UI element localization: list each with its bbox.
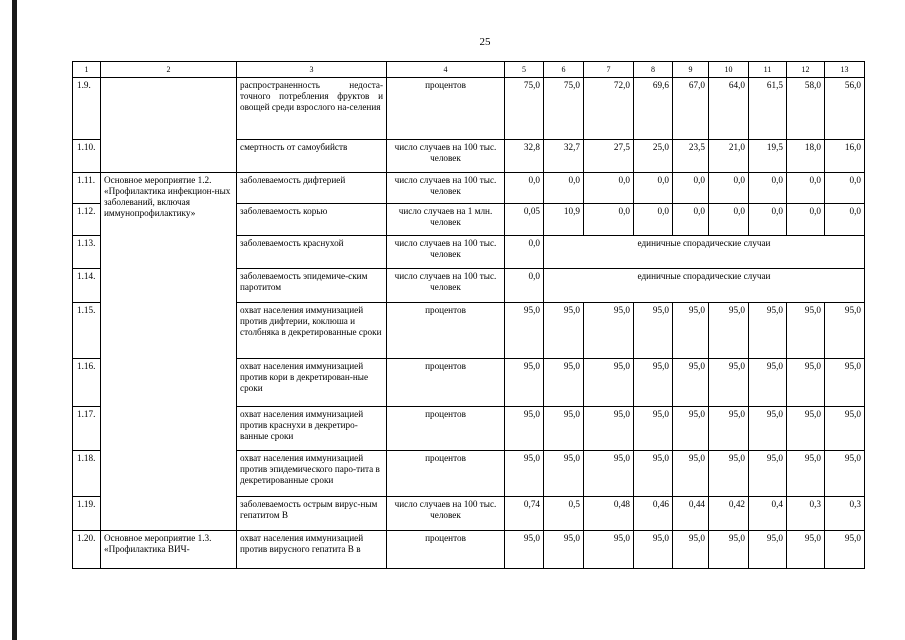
page-number: 25 <box>479 36 491 48</box>
value-cell: 0,05 <box>505 204 544 236</box>
value-cell: 0,0 <box>825 173 865 204</box>
indicators-table <box>72 61 865 569</box>
header-cell: 9 <box>673 62 709 78</box>
sporadic-cases-note: единичные спорадические случаи <box>544 269 865 303</box>
value-cell: 95,0 <box>787 407 825 451</box>
value-cell: 95,0 <box>709 359 749 407</box>
row-number: 1.11. <box>73 173 101 204</box>
value-cell: 95,0 <box>673 451 709 497</box>
row-number: 1.9. <box>73 78 101 140</box>
value-cell: 95,0 <box>584 359 634 407</box>
unit-cell: число случаев на 100 тыс. человек <box>387 173 505 204</box>
value-cell: 95,0 <box>544 407 584 451</box>
value-cell: 32,8 <box>505 140 544 173</box>
unit-cell: число случаев на 100 тыс. человек <box>387 140 505 173</box>
value-cell: 95,0 <box>825 407 865 451</box>
value-cell: 95,0 <box>584 531 634 569</box>
value-cell: 10,9 <box>544 204 584 236</box>
value-cell: 0,42 <box>709 497 749 531</box>
value-cell: 95,0 <box>709 407 749 451</box>
value-cell: 0,0 <box>709 204 749 236</box>
unit-cell: процентов <box>387 531 505 569</box>
row-number: 1.17. <box>73 407 101 451</box>
value-cell: 95,0 <box>673 531 709 569</box>
value-cell: 67,0 <box>673 78 709 140</box>
value-cell: 0,0 <box>505 236 544 269</box>
value-cell: 95,0 <box>505 303 544 359</box>
value-cell: 95,0 <box>584 451 634 497</box>
value-cell: 0,0 <box>673 173 709 204</box>
unit-cell: число случаев на 100 тыс. человек <box>387 236 505 269</box>
value-cell: 56,0 <box>825 78 865 140</box>
unit-cell: процентов <box>387 303 505 359</box>
indicator-cell: охват населения иммунизацией против дифтерии, коклюша и столбняка в декретированные сроки <box>237 303 387 359</box>
row-number: 1.18. <box>73 451 101 497</box>
header-cell: 10 <box>709 62 749 78</box>
value-cell: 95,0 <box>709 451 749 497</box>
header-cell: 5 <box>505 62 544 78</box>
value-cell: 95,0 <box>634 359 673 407</box>
header-cell: 4 <box>387 62 505 78</box>
row-number: 1.20. <box>73 531 101 569</box>
value-cell: 95,0 <box>584 303 634 359</box>
value-cell: 95,0 <box>825 451 865 497</box>
value-cell: 0,48 <box>584 497 634 531</box>
value-cell: 72,0 <box>584 78 634 140</box>
value-cell: 95,0 <box>505 451 544 497</box>
row-number: 1.12. <box>73 204 101 236</box>
header-cell: 13 <box>825 62 865 78</box>
value-cell: 95,0 <box>749 303 787 359</box>
activity-cell: Основное мероприятие 1.2. «Профилактика инфекцион-ных заболеваний, включая иммунопрофилактику» <box>101 173 237 531</box>
value-cell: 0,0 <box>825 204 865 236</box>
value-cell: 0,4 <box>749 497 787 531</box>
value-cell: 95,0 <box>505 359 544 407</box>
value-cell: 95,0 <box>505 531 544 569</box>
header-cell: 3 <box>237 62 387 78</box>
unit-cell: число случаев на 100 тыс. человек <box>387 497 505 531</box>
value-cell: 95,0 <box>634 407 673 451</box>
value-cell: 27,5 <box>584 140 634 173</box>
value-cell: 0,0 <box>673 204 709 236</box>
value-cell: 95,0 <box>825 359 865 407</box>
value-cell: 95,0 <box>544 531 584 569</box>
row-number: 1.16. <box>73 359 101 407</box>
row-number: 1.10. <box>73 140 101 173</box>
unit-cell: процентов <box>387 359 505 407</box>
header-cell: 6 <box>544 62 584 78</box>
indicator-cell: распространенность недоста-точного потребления фруктов и овощей среди взрослого на-селения <box>237 78 387 140</box>
indicator-cell: заболеваемость эпидемиче-ским паротитом <box>237 269 387 303</box>
value-cell: 95,0 <box>544 303 584 359</box>
sporadic-cases-note: единичные спорадические случаи <box>544 236 865 269</box>
value-cell: 69,6 <box>634 78 673 140</box>
value-cell: 0,3 <box>787 497 825 531</box>
value-cell: 0,0 <box>787 173 825 204</box>
indicator-cell: охват населения иммунизацией против краснухи в декретиро-ванные сроки <box>237 407 387 451</box>
value-cell: 95,0 <box>787 531 825 569</box>
header-cell: 12 <box>787 62 825 78</box>
table-row <box>73 78 865 140</box>
unit-cell: процентов <box>387 407 505 451</box>
value-cell: 0,0 <box>505 269 544 303</box>
value-cell: 0,3 <box>825 497 865 531</box>
page-binding-edge <box>12 0 17 640</box>
value-cell: 61,5 <box>749 78 787 140</box>
value-cell: 95,0 <box>749 451 787 497</box>
value-cell: 75,0 <box>544 78 584 140</box>
value-cell: 95,0 <box>673 407 709 451</box>
indicator-cell: охват населения иммунизацией против кори в декретирован-ные сроки <box>237 359 387 407</box>
value-cell: 95,0 <box>787 303 825 359</box>
value-cell: 0,0 <box>709 173 749 204</box>
table-row <box>73 173 865 204</box>
value-cell: 95,0 <box>634 531 673 569</box>
value-cell: 64,0 <box>709 78 749 140</box>
value-cell: 58,0 <box>787 78 825 140</box>
value-cell: 95,0 <box>544 451 584 497</box>
unit-cell: число случаев на 100 тыс. человек <box>387 269 505 303</box>
header-cell: 11 <box>749 62 787 78</box>
value-cell: 95,0 <box>634 451 673 497</box>
value-cell: 95,0 <box>825 531 865 569</box>
indicator-cell: смертность от самоубийств <box>237 140 387 173</box>
value-cell: 95,0 <box>673 359 709 407</box>
header-cell: 2 <box>101 62 237 78</box>
value-cell: 0,0 <box>634 204 673 236</box>
value-cell: 0,0 <box>505 173 544 204</box>
indicator-cell: заболеваемость острым вирус-ным гепатитом В <box>237 497 387 531</box>
value-cell: 95,0 <box>787 359 825 407</box>
header-cell: 1 <box>73 62 101 78</box>
indicator-cell: заболеваемость дифтерией <box>237 173 387 204</box>
value-cell: 95,0 <box>505 407 544 451</box>
value-cell: 95,0 <box>749 359 787 407</box>
value-cell: 95,0 <box>709 303 749 359</box>
activity-cell <box>101 78 237 173</box>
value-cell: 95,0 <box>634 303 673 359</box>
value-cell: 75,0 <box>505 78 544 140</box>
value-cell: 0,0 <box>584 173 634 204</box>
value-cell: 95,0 <box>544 359 584 407</box>
value-cell: 0,46 <box>634 497 673 531</box>
unit-cell: процентов <box>387 78 505 140</box>
value-cell: 0,0 <box>749 204 787 236</box>
value-cell: 0,5 <box>544 497 584 531</box>
value-cell: 95,0 <box>749 531 787 569</box>
activity-cell: Основное мероприятие 1.3. «Профилактика ВИЧ- <box>101 531 237 569</box>
table-row <box>73 531 865 569</box>
value-cell: 95,0 <box>673 303 709 359</box>
value-cell: 32,7 <box>544 140 584 173</box>
value-cell: 95,0 <box>825 303 865 359</box>
header-cell: 8 <box>634 62 673 78</box>
value-cell: 0,0 <box>749 173 787 204</box>
value-cell: 0,44 <box>673 497 709 531</box>
value-cell: 0,0 <box>634 173 673 204</box>
row-number: 1.13. <box>73 236 101 269</box>
value-cell: 0,0 <box>544 173 584 204</box>
value-cell: 95,0 <box>709 531 749 569</box>
value-cell: 0,0 <box>584 204 634 236</box>
value-cell: 21,0 <box>709 140 749 173</box>
row-number: 1.15. <box>73 303 101 359</box>
indicator-cell: заболеваемость краснухой <box>237 236 387 269</box>
unit-cell: число случаев на 1 млн. человек <box>387 204 505 236</box>
value-cell: 95,0 <box>584 407 634 451</box>
row-number: 1.19. <box>73 497 101 531</box>
value-cell: 16,0 <box>825 140 865 173</box>
unit-cell: процентов <box>387 451 505 497</box>
header-cell: 7 <box>584 62 634 78</box>
value-cell: 0,74 <box>505 497 544 531</box>
value-cell: 95,0 <box>749 407 787 451</box>
value-cell: 19,5 <box>749 140 787 173</box>
row-number: 1.14. <box>73 269 101 303</box>
value-cell: 25,0 <box>634 140 673 173</box>
value-cell: 23,5 <box>673 140 709 173</box>
indicator-cell: заболеваемость корью <box>237 204 387 236</box>
indicator-cell: охват населения иммунизацией против вирусного гепатита В в <box>237 531 387 569</box>
header-row <box>73 62 865 78</box>
indicator-cell: охват населения иммунизацией против эпидемического паро-тита в декретированные сроки <box>237 451 387 497</box>
value-cell: 18,0 <box>787 140 825 173</box>
value-cell: 95,0 <box>787 451 825 497</box>
value-cell: 0,0 <box>787 204 825 236</box>
